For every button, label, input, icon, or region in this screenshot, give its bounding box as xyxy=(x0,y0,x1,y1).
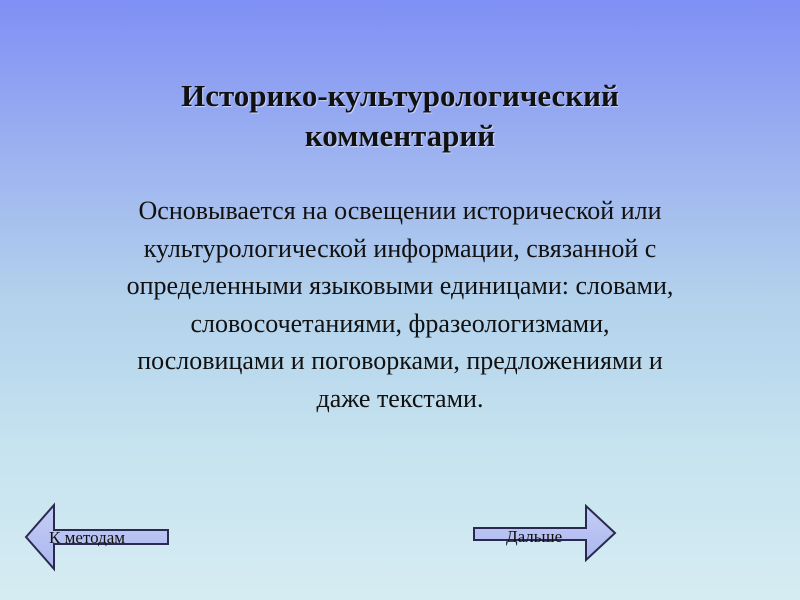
body-line-6: даже текстами. xyxy=(316,383,484,413)
body-line-2: культурологической информации, связанной с xyxy=(143,233,657,263)
slide-body-text xyxy=(40,192,760,417)
next-button-label: Дальше xyxy=(506,527,563,546)
slide-title xyxy=(60,76,740,156)
body-line-5: пословицами и поговорками, предложениями и xyxy=(137,346,663,375)
body-line-1: Основывается на освещении исторической или xyxy=(138,196,662,225)
next-button[interactable] xyxy=(472,504,617,562)
slide-title-line-1: Историко-культурологический xyxy=(181,78,619,113)
back-button-label: К методам xyxy=(49,528,126,547)
slide-title-line-2: комментарий xyxy=(304,118,496,153)
body-line-3: определенными языковыми единицами: словами, xyxy=(126,271,674,300)
body-line-4: словосочетаниями, фразеологизмами, xyxy=(190,308,610,338)
back-to-methods-button[interactable] xyxy=(24,502,174,572)
